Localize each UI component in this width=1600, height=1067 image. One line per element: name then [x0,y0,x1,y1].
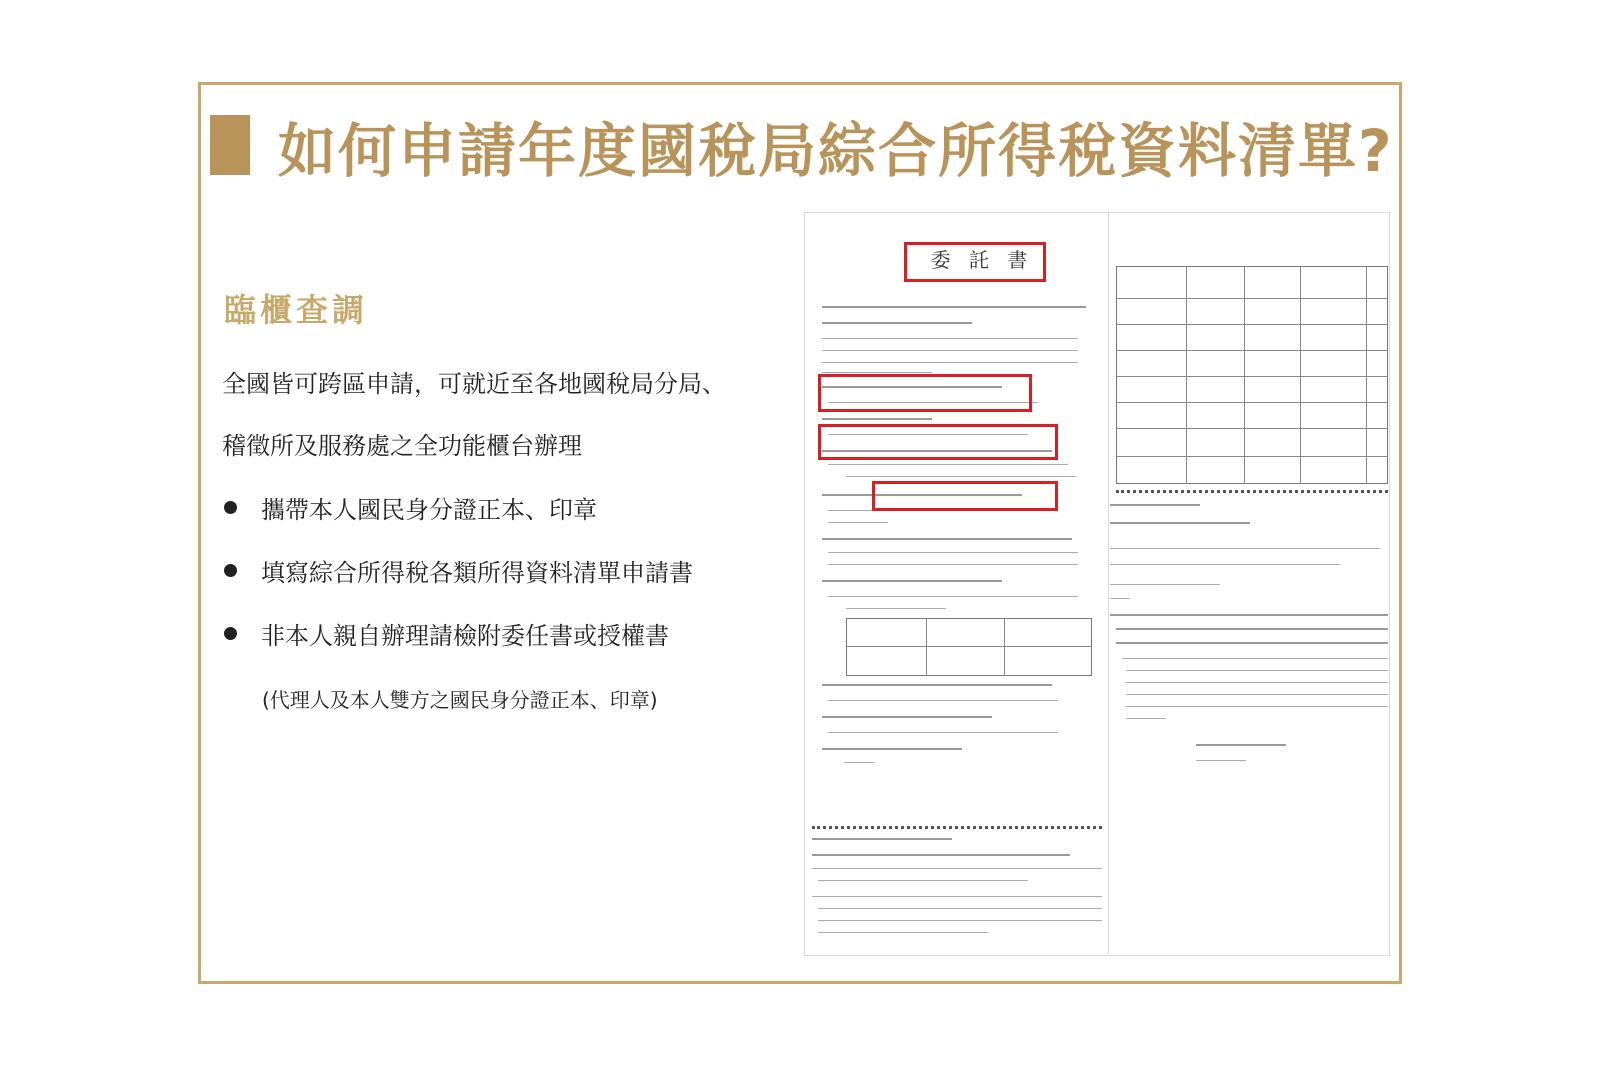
bullet-text: 攜帶本人國民身分證正本、印章 [261,496,597,524]
intro-line-2: 稽徵所及服務處之全功能櫃台辦理 [222,432,582,460]
bullet-icon [224,564,237,577]
form-divider [1108,212,1109,954]
highlight-box-income-enquiry [818,374,1032,412]
intro-line-1: 全國皆可跨區申請，可就近至各地國稅局分局、 [222,370,726,398]
bullet-item-2 [224,553,693,588]
title-accent-bar [210,115,250,175]
bullet-text: 填寫綜合所得稅各類所得資料清單申請書 [261,559,693,587]
bullet-item-1 [224,490,597,525]
section-subtitle: 臨櫃查調 [224,291,369,329]
cut-line-left [812,826,1102,829]
highlight-box-property-income [872,481,1058,511]
cut-line-right [1116,490,1388,493]
decedent-table [846,618,1092,676]
proxy-form-title: 委 託 書 [930,248,1034,272]
page-title: 如何申請年度國稅局綜合所得稅資料清單? [278,117,1394,185]
bullet-icon [224,627,237,640]
highlight-box-minor-child [818,424,1058,460]
bullet-note: (代理人及本人雙方之國民身分證正本、印章) [262,688,658,712]
bullet-item-3 [224,616,669,651]
bullet-icon [224,501,237,514]
bullet-text: 非本人親自辦理請檢附委任書或授權書 [261,622,669,650]
